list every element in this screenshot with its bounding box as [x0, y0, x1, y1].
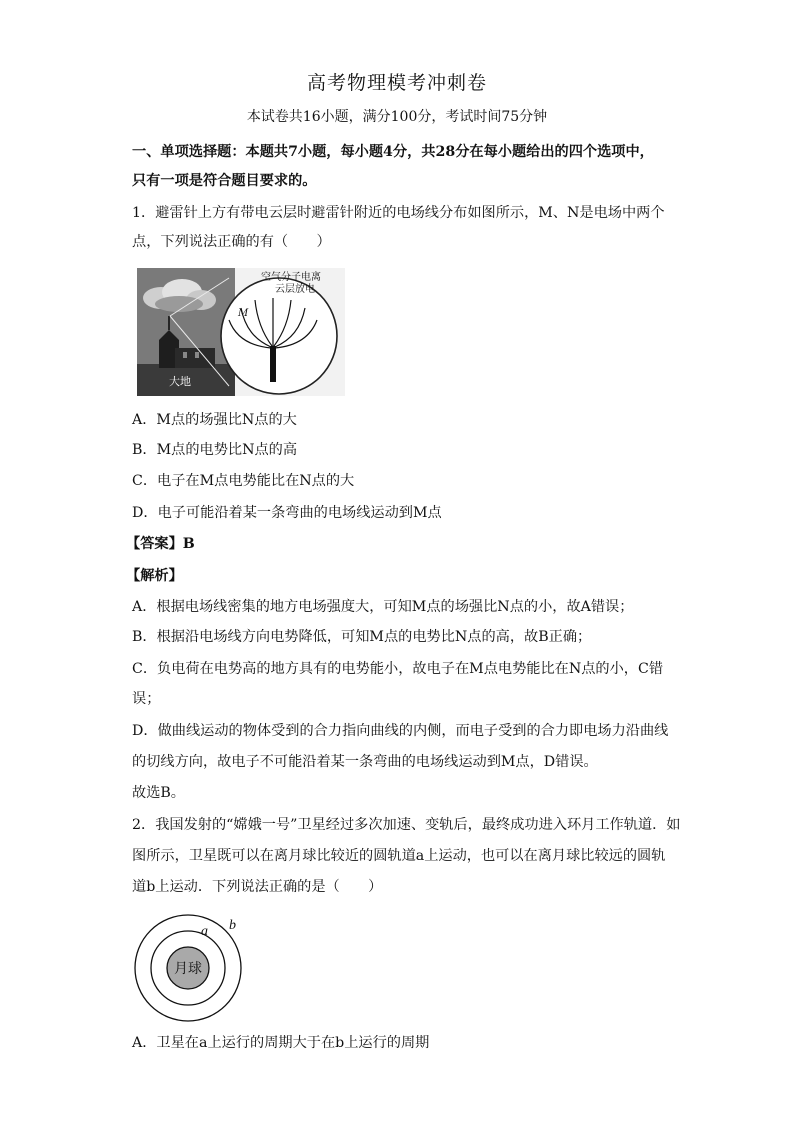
q1-option-d: D．电子可能沿着某一条弯曲的电场线运动到M点	[132, 505, 442, 521]
q1-option-c: C．电子在M点电势能比在N点的大	[132, 473, 355, 489]
q2-stem-line2: 图所示，卫星既可以在离月球比较近的圆轨道a上运动，也可以在离月球比较远的圆轨	[132, 848, 666, 864]
section-heading-line2: 只有一项是符合题目要求的。	[132, 173, 317, 189]
point-m-label: M	[238, 308, 249, 319]
q1-stem-line1: 1．避雷针上方有带电云层时避雷针附近的电场线分布如图所示，M、N是电场中两个	[132, 205, 665, 221]
q1-option-a: A．M点的场强比N点的大	[132, 412, 297, 428]
q1-analysis-c2: 误；	[132, 691, 161, 707]
q1-analysis-a: A．根据电场线密集的地方电场强度大，可知M点的场强比N点的小，故A错误；	[132, 599, 634, 615]
q1-analysis-c1: C．负电荷在电势高的地方具有的电势能小，故电子在M点电势能比在N点的小，C错	[132, 661, 664, 677]
section-heading-line1: 一、单项选择题：本题共7小题，每小题4分，共28分在每小题给出的四个选项中，	[132, 144, 654, 160]
lightning-rod-figure	[137, 268, 345, 396]
q1-analysis-b: B．根据沿电场线方向电势降低，可知M点的电势比N点的高，故B正确；	[132, 629, 592, 645]
page-title: 高考物理模考冲刺卷	[306, 72, 487, 94]
q2-stem-line1: 2．我国发射的“嫦娥一号”卫星经过多次加速、变轨后，最终成功进入环月工作轨道．如	[132, 817, 681, 833]
q2-option-a: A．卫星在a上运行的周期大于在b上运行的周期	[132, 1035, 430, 1051]
ionization-label: 空气分子电离	[261, 272, 321, 283]
q1-analysis-title: 【解析】	[126, 568, 183, 584]
moon-orbit-figure	[128, 910, 256, 1022]
orbit-b-label: b	[229, 918, 236, 933]
q1-option-b: B．M点的电势比N点的高	[132, 442, 298, 458]
moon-label: 月球	[174, 961, 202, 977]
lightning-rod-icon	[270, 346, 276, 382]
exam-info: 本试卷共16小题，满分100分，考试时间75分钟	[246, 109, 548, 125]
q1-answer: 【答案】B	[126, 536, 195, 552]
q2-stem-line3: 道b上运动．下列说法正确的是（ ）	[132, 879, 383, 895]
q1-conclusion: 故选B。	[132, 785, 185, 801]
ground-label: 大地	[169, 375, 191, 388]
q1-analysis-d2: 的切线方向，故电子不可能沿着某一条弯曲的电场线运动到M点，D错误。	[132, 754, 598, 770]
q1-stem-line2: 点，下列说法正确的有（ ）	[132, 234, 331, 250]
discharge-label: 云层放电	[275, 284, 315, 295]
orbit-a-label: a	[201, 924, 208, 939]
magnified-view-circle	[221, 278, 337, 394]
q1-analysis-d1: D．做曲线运动的物体受到的合力指向曲线的内侧，而电子受到的合力即电场力沿曲线	[132, 723, 669, 739]
